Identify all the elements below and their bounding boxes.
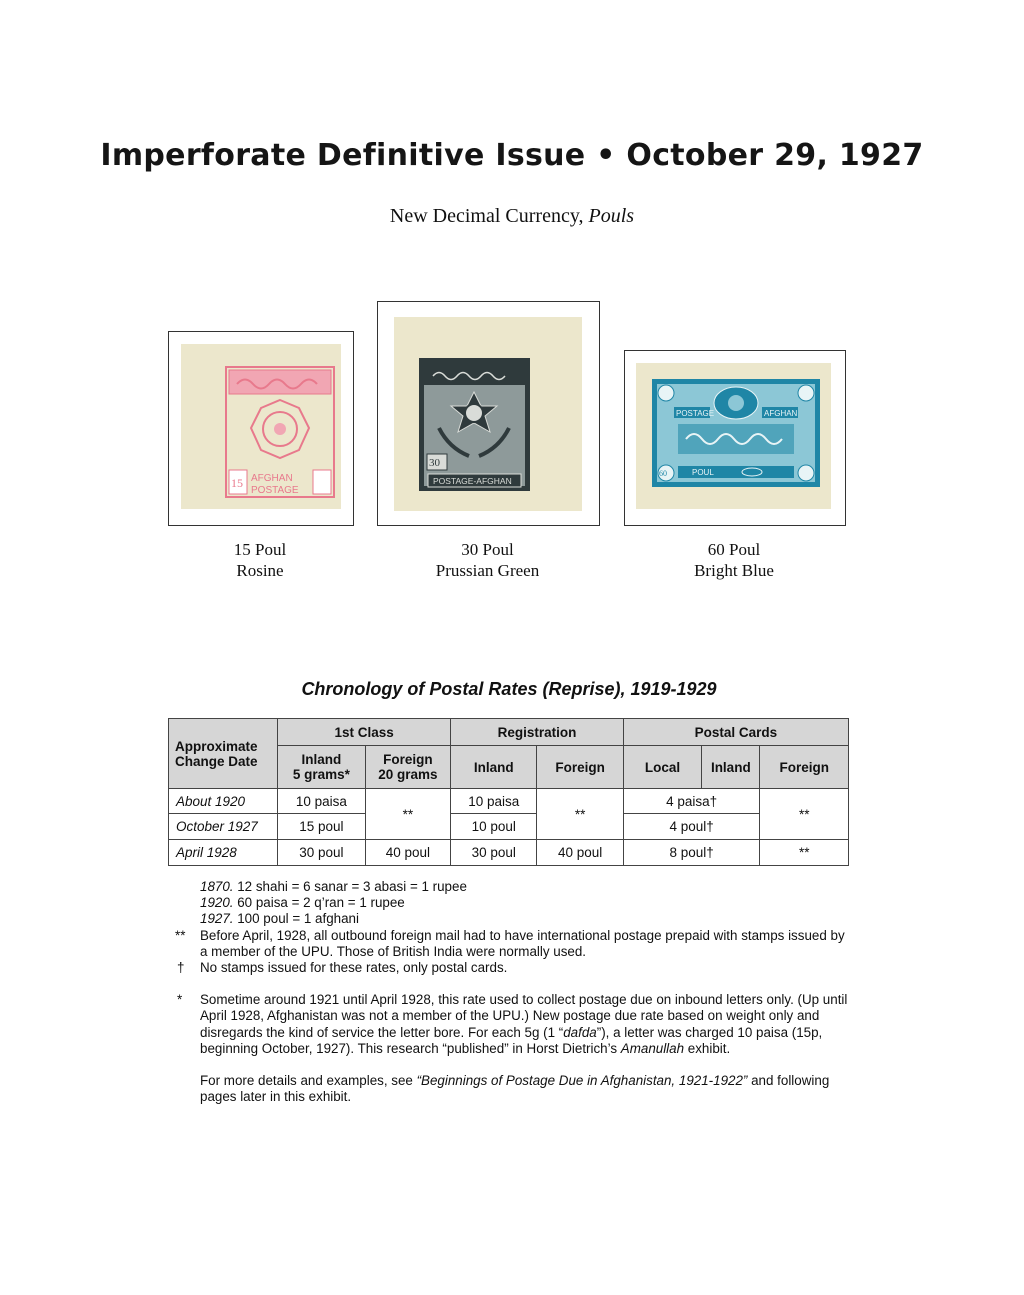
stamp-60-poul-text: POUL: [692, 468, 714, 477]
note-text: Before April, 1928, all outbound foreign mail had to have international postage prepaid with stamps issued by a member of the UPU. Those of British India were normally used.: [200, 927, 845, 959]
note-amanullah: Amanullah: [620, 1040, 685, 1056]
cell-reg-foreign: **: [537, 789, 624, 840]
note-marker: **: [175, 927, 186, 943]
header-registration: Registration: [451, 719, 624, 746]
cell-reg-inland: 10 paisa: [451, 789, 537, 814]
stamp-30-poul-image: [419, 358, 530, 491]
stamp-60-corner-br: [798, 465, 814, 481]
header-reg-inland: Inland: [451, 746, 537, 789]
stamp-caption-15-poul: [168, 539, 352, 581]
cell-fc-foreign: **: [365, 789, 451, 840]
note-text: 100 poul = 1 afghani: [233, 911, 359, 927]
stamp-15-color-label: Rosine: [236, 561, 284, 580]
stamp-15-emblem-center: [274, 423, 286, 435]
header-fc-inland-label: Inland: [301, 752, 342, 767]
note-text: 60 paisa = 2 q’ran = 1 rupee: [233, 895, 405, 911]
stamp-15-value: 15: [231, 476, 243, 490]
note-text: No stamps issued for these rates, only postal cards.: [200, 960, 508, 976]
stamp-60-color-label: Bright Blue: [694, 561, 774, 580]
note-currency-1927: [175, 911, 855, 927]
stamp-60-poul-image: [652, 379, 820, 487]
header-fc-inland-weight: 5 grams*: [292, 767, 350, 782]
stamp-15-value-box-right: [313, 470, 331, 494]
stamp-15-value-label: 15 Poul: [233, 540, 287, 559]
stamp-30-top-panel: [424, 363, 525, 385]
note-marker: †: [177, 960, 185, 976]
header-first-class: 1st Class: [278, 719, 451, 746]
note-marker: *: [177, 992, 183, 1008]
subtitle-currency: Pouls: [588, 205, 635, 227]
stamp-15-poul-image: [225, 366, 335, 498]
stamp-60-value: 60: [659, 469, 667, 478]
header-fc-inland: [278, 746, 365, 789]
header-pc-foreign: Foreign: [760, 746, 849, 789]
page-subtitle: [0, 205, 1024, 228]
note-year: 1927.: [200, 911, 234, 927]
stamp-caption-30-poul: [377, 539, 598, 581]
note-currency-1870: [175, 879, 855, 895]
note-dafda: dafda: [563, 1024, 597, 1040]
stamp-30-banner-text: POSTAGE-AFGHAN: [433, 476, 512, 486]
table-header-row-groups: [169, 719, 849, 746]
header-approximate-date: Approximate Change Date: [169, 719, 278, 789]
stamp-30-value-label: 30 Poul: [461, 540, 514, 559]
row-date: About 1920: [169, 789, 278, 814]
rates-table-title: Chronology of Postal Rates (Reprise), 1919-1929: [301, 679, 717, 699]
stamp-60-corner-tr: [798, 385, 814, 401]
postal-rates-table: [168, 718, 849, 866]
header-fc-foreign: [365, 746, 451, 789]
stamp-30-value: 30: [429, 457, 440, 469]
stamp-30-color-label: Prussian Green: [435, 561, 540, 580]
page-title: Imperforate Definitive Issue • October 29, 1927: [100, 138, 924, 173]
stamp-60-postage-text: POSTAGE: [676, 409, 715, 418]
cell-fc-foreign: 40 poul: [365, 840, 451, 866]
stamp-60-country-text: AFGHAN: [764, 409, 798, 418]
note-reference: “Beginnings of Postage Due in Afghanistan, 1921-1922”: [416, 1073, 748, 1089]
cell-fc-inland: 10 paisa: [278, 789, 365, 814]
stamp-15-postage-text: POSTAGE: [251, 485, 299, 496]
note-text: 12 shahi = 6 sanar = 3 abasi = 1 rupee: [233, 879, 467, 894]
stamp-60-value-label: 60 Poul: [707, 540, 761, 559]
table-row: [169, 840, 849, 866]
cell-reg-inland: 10 poul: [451, 814, 537, 840]
note-year: 1870.: [200, 879, 234, 894]
header-fc-foreign-weight: 20 grams: [378, 767, 438, 782]
cell-pc-local-inland: 4 poul†: [623, 814, 760, 840]
stamp-caption-60-poul: [624, 539, 844, 581]
note-year: 1920.: [200, 895, 234, 911]
note-currency-1920: [175, 895, 855, 911]
note-text: exhibit.: [684, 1040, 731, 1056]
cell-pc-local-inland: 8 poul†: [623, 840, 760, 866]
note-dagger: [175, 960, 855, 976]
note-text: For more details and examples, see: [200, 1073, 417, 1089]
note-asterisk: [175, 992, 855, 1057]
cell-fc-inland: 15 poul: [278, 814, 365, 840]
header-postal-cards: Postal Cards: [623, 719, 848, 746]
stamp-60-script-panel: [678, 424, 794, 454]
note-double-asterisk: [175, 928, 855, 960]
header-pc-local: Local: [623, 746, 701, 789]
cell-reg-foreign: 40 poul: [537, 840, 624, 866]
note-more-details: [175, 1073, 855, 1105]
stamp-15-country-text: AFGHAN: [251, 473, 293, 484]
header-reg-foreign: Foreign: [537, 746, 624, 789]
note-text: Sometime around 1921 until April 1928, this rate used to collect postage due on inbound letters only. (Up until April 1928, Afghanistan was not a member of the UPU.) New postage due rate based on weight only and disregards the kind of service the letter bore. For each 5g (1 “: [200, 992, 848, 1040]
header-fc-foreign-label: Foreign: [383, 752, 433, 767]
row-date: October 1927: [169, 814, 278, 840]
stamp-30-emblem-center: [465, 404, 483, 422]
table-row: [169, 789, 849, 814]
cell-fc-inland: 30 poul: [278, 840, 365, 866]
subtitle-text: New Decimal Currency,: [389, 205, 589, 227]
table-row: [169, 814, 849, 840]
header-pc-inland: Inland: [702, 746, 760, 789]
row-date: April 1928: [169, 840, 278, 866]
cell-pc-local-inland: 4 paisa†: [623, 789, 760, 814]
stamp-60-corner-tl: [658, 385, 674, 401]
cell-pc-foreign: **: [760, 840, 849, 866]
cell-reg-inland: 30 poul: [451, 840, 537, 866]
stamp-60-emblem-center: [728, 395, 744, 411]
notes-block: [175, 879, 855, 1105]
note-text: ”), a letter was charged 10 paisa (15p, beginning October, 1927). This research “published” in Horst Dietrich’s: [200, 1024, 823, 1056]
note-text: and following pages later in this exhibit.: [200, 1073, 830, 1105]
cell-pc-foreign: **: [760, 789, 849, 840]
